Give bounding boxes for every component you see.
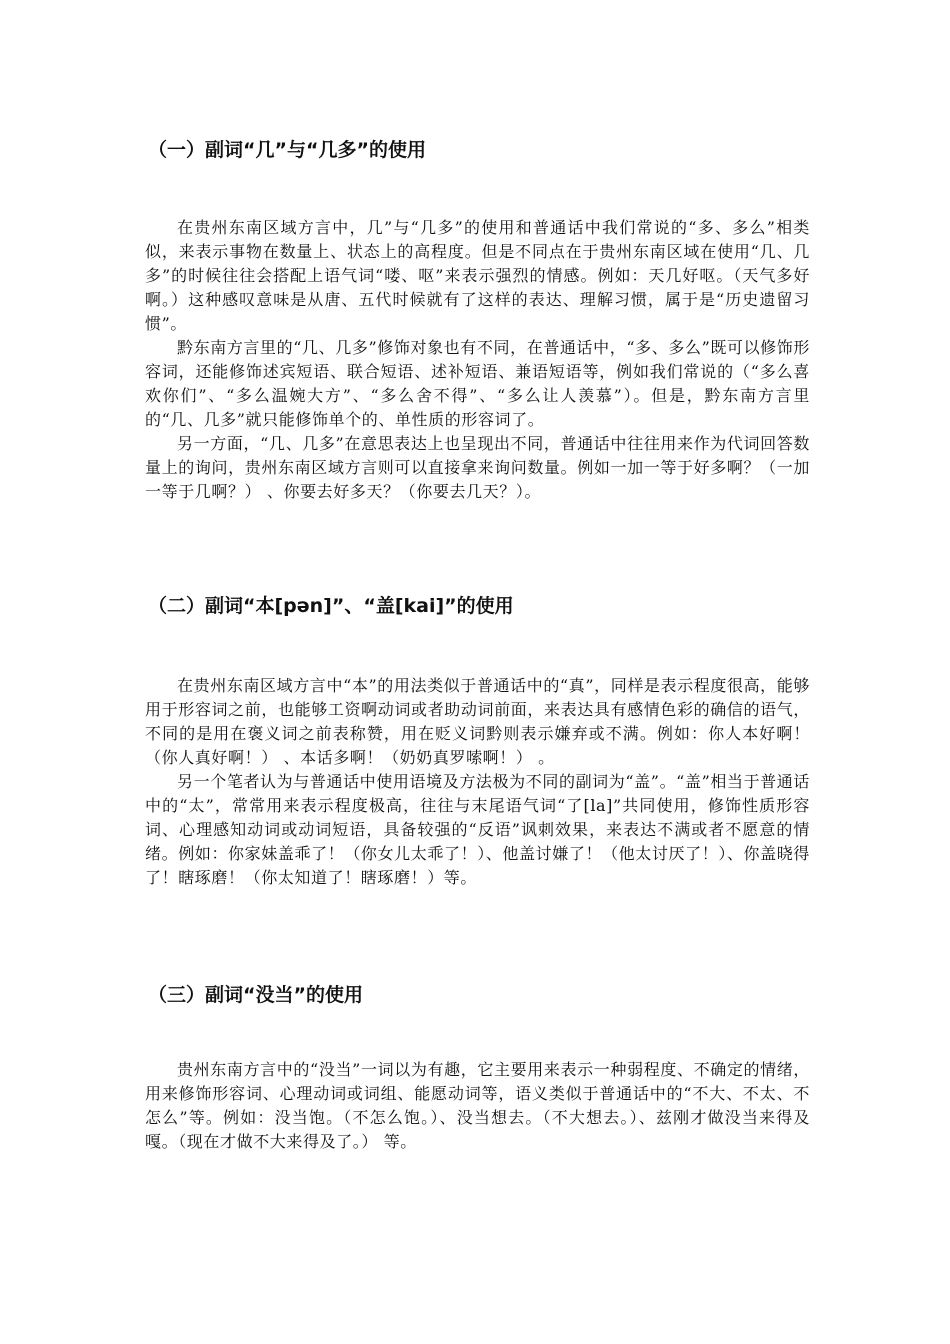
- section-3-paragraph-1: 贵州东南方言中的“没当”一词以为有趣，它主要用来表示一种弱程度、不确定的情绪，用来修饰形容词、心理动词或词组、能愿动词等，语义类似于普通话中的“不大、不太、不怎么”等。例如：没当饱。（不怎么饱。）、没当想去。（不大想去。）、兹刚才做没当来得及嘎。（现在才做不大来得及了。） 等。: [145, 1060, 810, 1151]
- section-2-body: [145, 674, 810, 890]
- section-2-paragraph-1: 在贵州东南区域方言中“本”的用法类似于普通话中的“真”，同样是表示程度很高，能够用于形容词之前，也能够工资啊动词或者助动词前面，来表达具有感情色彩的确信的语气，不同的是用在褒义词之前表称赞，用在贬义词黔则表示嫌弃或不满。例如：你人本好啊！（你人真好啊！） 、本话多啊！（奶奶真罗嗦啊！） 。: [145, 676, 810, 767]
- section-2-paragraph-2: 另一个笔者认为与普通话中使用语境及方法极为不同的副词为“盖”。“盖”相当于普通话中的“太”，常常用来表示程度极高，往往与末尾语气词“了[la]”共同使用，修饰性质形容词、心理感知动词或动词短语，具备较强的“反语”讽刺效果，来表达不满或者不愿意的情绪。例如：你家妹盖乖了！（你女儿太乖了！）、他盖讨嫌了！（他太讨厌了！）、你盖晓得了！瞎琢磨！（你太知道了！瞎琢磨！）等。: [145, 772, 810, 887]
- section-1-paragraph-2: 黔东南方言里的“几、几多”修饰对象也有不同，在普通话中，“多、多么”既可以修饰形容词，还能修饰述宾短语、联合短语、述补短语、兼语短语等，例如我们常说的（“多么喜欢你们”、“多么温婉大方”、“多么舍不得”、“多么让人羡慕”）。但是，黔东南方言里的“几、几多”就只能修饰单个的、单性质的形容词了。: [145, 338, 810, 429]
- section-1-paragraph-1: 在贵州东南区域方言中，几”与“几多”的使用和普通话中我们常说的“多、多么”相类似，来表示事物在数量上、状态上的高程度。但是不同点在于贵州东南区域在使用“几、几多”的时候往往会搭配上语气词“喽、呕”来表示强烈的情感。例如：天几好呕。（天气多好啊。）这种感叹意味是从唐、五代时候就有了这样的表达、理解习惯，属于是“历史遗留习惯”。: [145, 218, 810, 333]
- section-2-heading: （二）副词“本[pən]”、“盖[kai]”的使用: [148, 595, 514, 617]
- section-3-body: [145, 1058, 810, 1154]
- section-1-body: [145, 216, 810, 504]
- section-3-heading: （三）副词“没当”的使用: [148, 984, 363, 1006]
- section-1-paragraph-3: 另一方面，“几、几多”在意思表达上也呈现出不同，普通话中往往用来作为代词回答数量上的询问，贵州东南区域方言则可以直接拿来询问数量。例如一加一等于好多啊？（一加一等于几啊？） 、你要去好多天？（你要去几天？）。: [145, 434, 810, 501]
- section-1-heading: （一）副词“几”与“几多”的使用: [148, 139, 426, 161]
